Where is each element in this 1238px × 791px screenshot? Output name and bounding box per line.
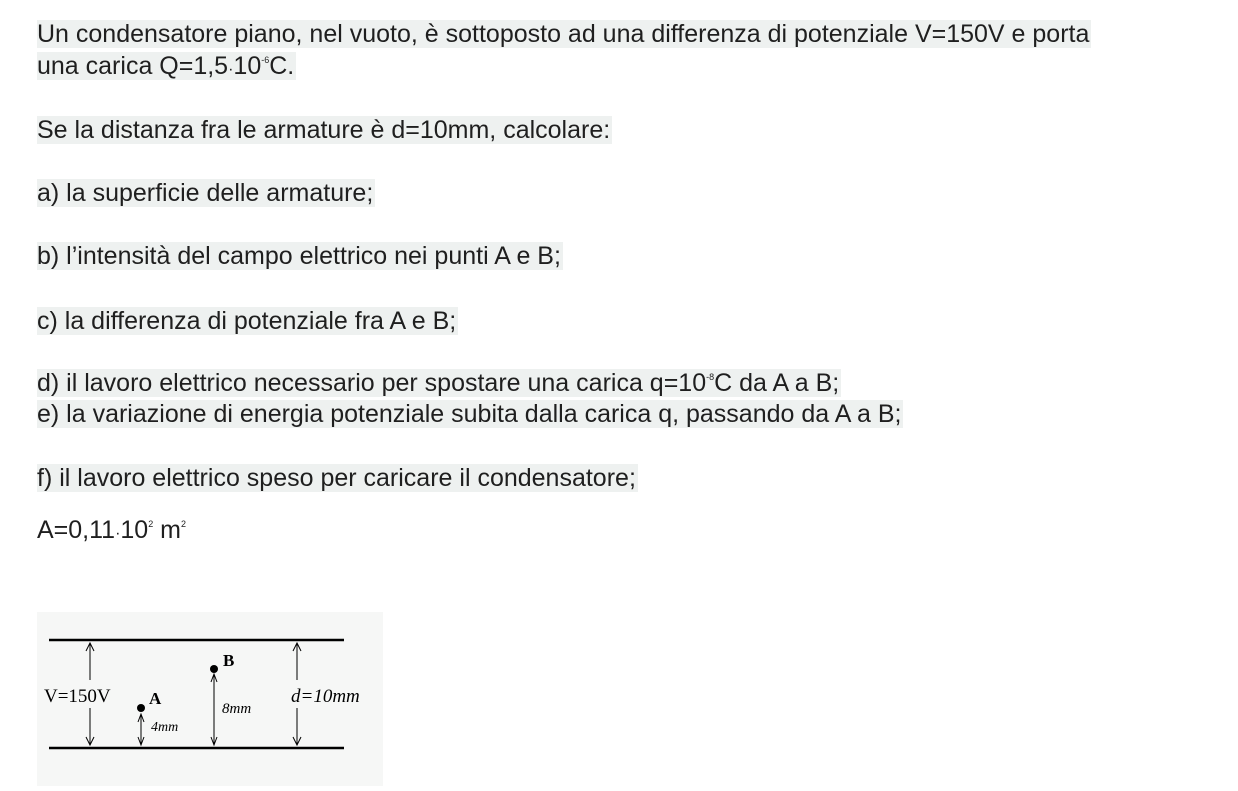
intro-charge-exponent: -6 [261,55,270,65]
answer-line [37,514,186,550]
intro-charge-prefix: una carica Q=1,5 [37,52,229,80]
answer-unit-exponent: 2 [181,519,187,529]
answer-multiply-dot: · [115,525,121,542]
intro-text-2 [37,52,296,80]
distance-4mm-label: 4mm [151,720,179,735]
question-d [37,367,841,399]
intro-charge-base: 10 [233,52,262,80]
question-e-text: e) la variazione di energia potenziale subita dalla carica q, passando da A a B; [37,400,902,428]
intro-line-2 [37,50,296,86]
question-intro-text: Se la distanza fra le armature è d=10mm, calcolare: [37,116,611,144]
distance-d-label: d=10mm [291,686,360,707]
question-b-text: b) l’intensità del campo elettrico nei punti A e B; [37,242,561,270]
voltage-label: V=150V [44,686,111,707]
intro-charge-unit: C. [269,52,295,80]
question-a [37,177,375,209]
point-a-arrow [138,714,144,745]
capacitor-diagram [37,612,383,786]
question-b [37,240,563,272]
intro-text-1: Un condensatore piano, nel vuoto, è sottoposto ad una differenza di potenziale V=150V e porta [37,20,1090,48]
question-e [37,398,903,430]
question-f-text: f) il lavoro elettrico speso per caricare il condensatore; [37,464,636,492]
question-d-suffix: C da A a B; [714,369,840,397]
question-c [37,305,458,337]
question-d-exponent: -8 [706,372,715,382]
question-intro [37,114,612,146]
question-f [37,462,638,494]
point-b-dot [210,665,218,673]
question-d-text [37,369,841,397]
answer-base: 10 [120,516,149,544]
distance-8mm-label: 8mm [222,701,252,717]
answer-prefix: A=0,11 [37,516,116,544]
question-c-text: c) la differenza di potenziale fra A e B; [37,307,457,335]
intro-line-1 [37,18,1091,50]
answer-unit: m [153,516,182,544]
answer-exponent: 2 [148,519,154,529]
question-a-text: a) la superficie delle armature; [37,179,374,207]
point-a-label: A [149,689,162,708]
point-a-dot [137,704,145,712]
point-b-arrow [211,674,217,745]
multiply-dot: · [228,61,234,78]
capacitor-diagram-svg [37,612,383,786]
question-d-prefix: d) il lavoro elettrico necessario per spostare una carica q=10 [37,369,707,397]
point-b-label: B [223,651,235,670]
